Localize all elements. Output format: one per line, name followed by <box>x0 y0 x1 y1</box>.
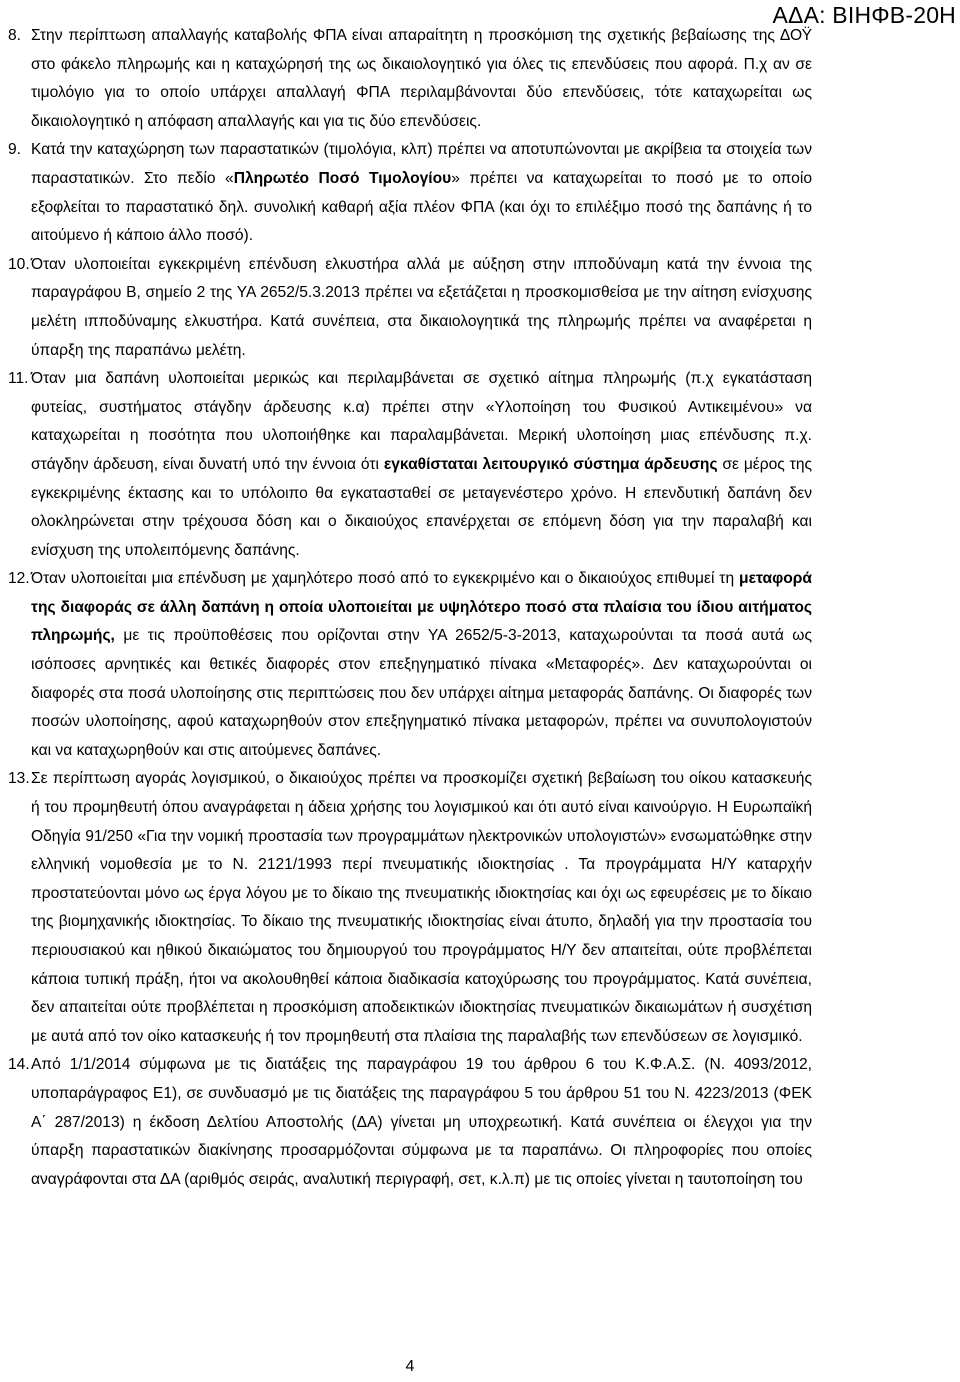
text-segment: με τις προϋποθέσεις που ορίζονται στην ΥΑ 2652/5-3-2013, καταχωρούνται τα ποσά αυτά ως ισόποσες αρνητικές και θετικές διαφορές στον επεξηγηματικό πίνακα «Μεταφορές». Δεν καταχωρούνται οι διαφορές στα ποσά υλοποίησης στις περιπτώσεις που δεν υπάρχει αίτημα μεταφοράς δαπάνης. Οι διαφορές των ποσών υλοποίησης, αφού καταχωρηθούν στον επεξηγηματικό πίνακα μεταφορών, πρέπει να συνυπολογιστούν και να καταχωρηθούν και στις αιτούμενες δαπάνες. <box>31 627 812 759</box>
paragraph-text <box>31 365 812 565</box>
bold-text-segment: εγκαθίσταται λειτουργικό σύστημα άρδευσης <box>383 455 718 473</box>
numbered-paragraph <box>8 565 812 765</box>
numbered-paragraph <box>8 251 812 365</box>
text-segment: σε μέρος της εγκεκριμένης έκτασης και το υπόλοιπο θα εγκατασταθεί σε μεταγενέστερο χρόνο. Η επενδυτική δαπάνη δεν ολοκληρώνεται στην τρέχουσα δόση και ο δικαιούχος επανέρχεται σε επόμενη δόση για την παραλαβή και ενίσχυση της υπολειπόμενης δαπάνης. <box>31 455 813 559</box>
paragraph-number: 13. <box>8 770 30 788</box>
numbered-paragraph <box>8 22 812 136</box>
text-segment: Κατά την καταχώρηση των παραστατικών (τιμολόγια, κλπ) πρέπει να αποτυπώνονται με ακρίβεια τα στοιχεία των παραστατικών. Στο πεδίο « <box>31 141 812 187</box>
document-body <box>8 22 812 1194</box>
text-segment: Σε περίπτωση αγοράς λογισμικού, ο δικαιούχος πρέπει να προσκομίζει σχετική βεβαίωση του οίκου κατασκευής ή του προμηθευτή όπου αναγράφεται η άδεια χρήσης του λογισμικού και ότι αυτό είναι καινούργιο. Η Ευρωπαϊκή Οδηγία 91/250 «Για την νομική προστασία των προγραμμάτων ηλεκτρονικών υπολογιστών» ενσωματώθηκε στην ελληνική νομοθεσία με το Ν. 2121/1993 περί πνευματικής ιδιοκτησίας . Τα προγράμματα Η/Υ καταρχήν προστατεύονται μόνο ως έργα λόγου με το δίκαιο της πνευματικής ιδιοκτησίας και όχι ως εφευρέσεις με το δίκαιο της βιομηχανικής ιδιοκτησίας. Το δίκαιο της πνευματικής ιδιοκτησίας είναι άτυπο, δηλαδή για την προστασία του περιουσιακού και ηθικού δικαιώματος του δημιουργού του προγράμματος Η/Υ δεν απαιτείται, ούτε προβλέπεται κάποια τυπική πράξη, ήτοι να ακολουθηθεί κάποια διαδικασία κατοχύρωσης του προγράμματος. Κατά συνέπεια, δεν απαιτείται ούτε προβλέπεται η προσκόμιση αποδεικτικών ιδιοκτησίας πνευματικών δικαιωμάτων ή συσχέτιση με αυτά από τον οίκο κατασκευής ή τον προμηθευτή στα πλαίσια της παραλαβής των επενδύσεων σε λογισμικό. <box>31 770 812 1045</box>
paragraph-text <box>31 1051 812 1194</box>
paragraph-text <box>31 22 812 136</box>
text-segment: Όταν υλοποιείται εγκεκριμένη επένδυση ελκυστήρα αλλά με αύξηση στην ιπποδύναμη κατά την έννοια της παραγράφου Β, σημείο 2 της ΥΑ 2652/5.3.2013 πρέπει να εξετάζεται η προσκομισθείσα με την αίτηση ενίσχυσης μελέτη ιπποδύναμης ελκυστήρα. Κατά συνέπεια, στα δικαιολογητικά της πληρωμής πρέπει να αναφέρεται η ύπαρξη της παραπάνω μελέτη. <box>31 255 812 359</box>
paragraph-text <box>31 136 812 250</box>
bold-text-segment: Πληρωτέο Ποσό Τιμολογίου <box>233 169 452 187</box>
page-number: 4 <box>405 1358 415 1375</box>
text-segment: Από 1/1/2014 σύμφωνα με τις διατάξεις της παραγράφου 19 του άρθρου 6 του Κ.Φ.Α.Σ. (Ν. 4093/2012, υποπαράγραφος Ε1), σε συνδυασμό με τις διατάξεις της παραγράφου 5 του άρθρου 51 του Ν. 4223/2013 (ΦΕΚ Α΄ 287/2013) η έκδοση Δελτίου Αποστολής (ΔΑ) γίνεται μη υποχρεωτική. Κατά συνέπεια οι έλεγχοι για την ύπαρξη παραστατικών διακίνησης προσαρμόζονται σύμφωνα με τα παραπάνω. Οι πληροφορίες που οποίες αναγράφονται στα ΔΑ (αριθμός σειράς, αναλυτική περιγραφή, σετ, κ.λ.π) με τις οποίες γίνεται η ταυτοποίηση του <box>31 1056 812 1188</box>
bold-text-segment: μεταφορά της διαφοράς σε άλλη δαπάνη η οποία υλοποιείται με υψηλότερο ποσό στα πλαίσια του ίδιου αιτήματος πληρωμής, <box>31 570 812 645</box>
paragraph-text <box>31 565 812 765</box>
paragraph-number: 11. <box>8 370 29 388</box>
paragraph-number: 12. <box>8 570 30 588</box>
paragraph-number: 10. <box>8 255 30 273</box>
numbered-paragraph <box>8 365 812 565</box>
numbered-paragraph <box>8 765 812 1051</box>
paragraph-number: 9. <box>8 141 22 159</box>
paragraph-number: 8. <box>8 27 22 44</box>
paragraph-number: 14. <box>8 1056 30 1074</box>
text-segment: Στην περίπτωση απαλλαγής καταβολής ΦΠΑ είναι απαραίτητη η προσκόμιση της σχετικής βεβαίωσης της ΔΟΫ στο φάκελο πληρωμής και η καταχώρησή της ως δικαιολογητικό για όλες τις επενδύσεις που αφορά. Π.χ αν σε τιμολόγιο για το οποίο υπάρχει απαλλαγή ΦΠΑ περιλαμβάνονται δύο επενδύσεις, τότε καταχωρείται ως δικαιολογητικό η απόφαση απαλλαγής και για τις δύο επενδύσεις. <box>31 27 812 130</box>
paragraph-text <box>31 251 812 365</box>
paragraph-text <box>31 765 812 1051</box>
text-segment: » πρέπει να καταχωρείται το ποσό με το οποίο εξοφλείται το παραστατικό δηλ. συνολική καθαρή αξία πλέον ΦΠΑ (και όχι το επιλέξιμο ποσό της δαπάνης ή το αιτούμενο ή κάποιο άλλο ποσό). <box>31 169 812 245</box>
text-segment: Όταν μια δαπάνη υλοποιείται μερικώς και περιλαμβάνεται σε σχετικό αίτημα πληρωμής (π.χ εγκατάσταση φυτείας, συστήματος στάγδην άρδευσης κ.α) πρέπει στην «Υλοποίηση του Φυσικού Αντικειμένου» να καταχωρείται η ποσότητα που υλοποιήθηκε και παραλαμβάνεται. Μερική υλοποίηση μιας επένδυσης π.χ. στάγδην άρδευση, είναι δυνατή υπό την έννοια ότι <box>31 370 812 473</box>
document-code-header: ΑΔΑ: ΒΙΗΦΒ-20Η <box>772 2 956 28</box>
text-segment: Όταν υλοποιείται μια επένδυση με χαμηλότερο ποσό από το εγκεκριμένο και ο δικαιούχος επιθυμεί τη <box>31 570 740 588</box>
numbered-paragraph <box>8 136 812 250</box>
numbered-paragraph <box>8 1051 812 1194</box>
